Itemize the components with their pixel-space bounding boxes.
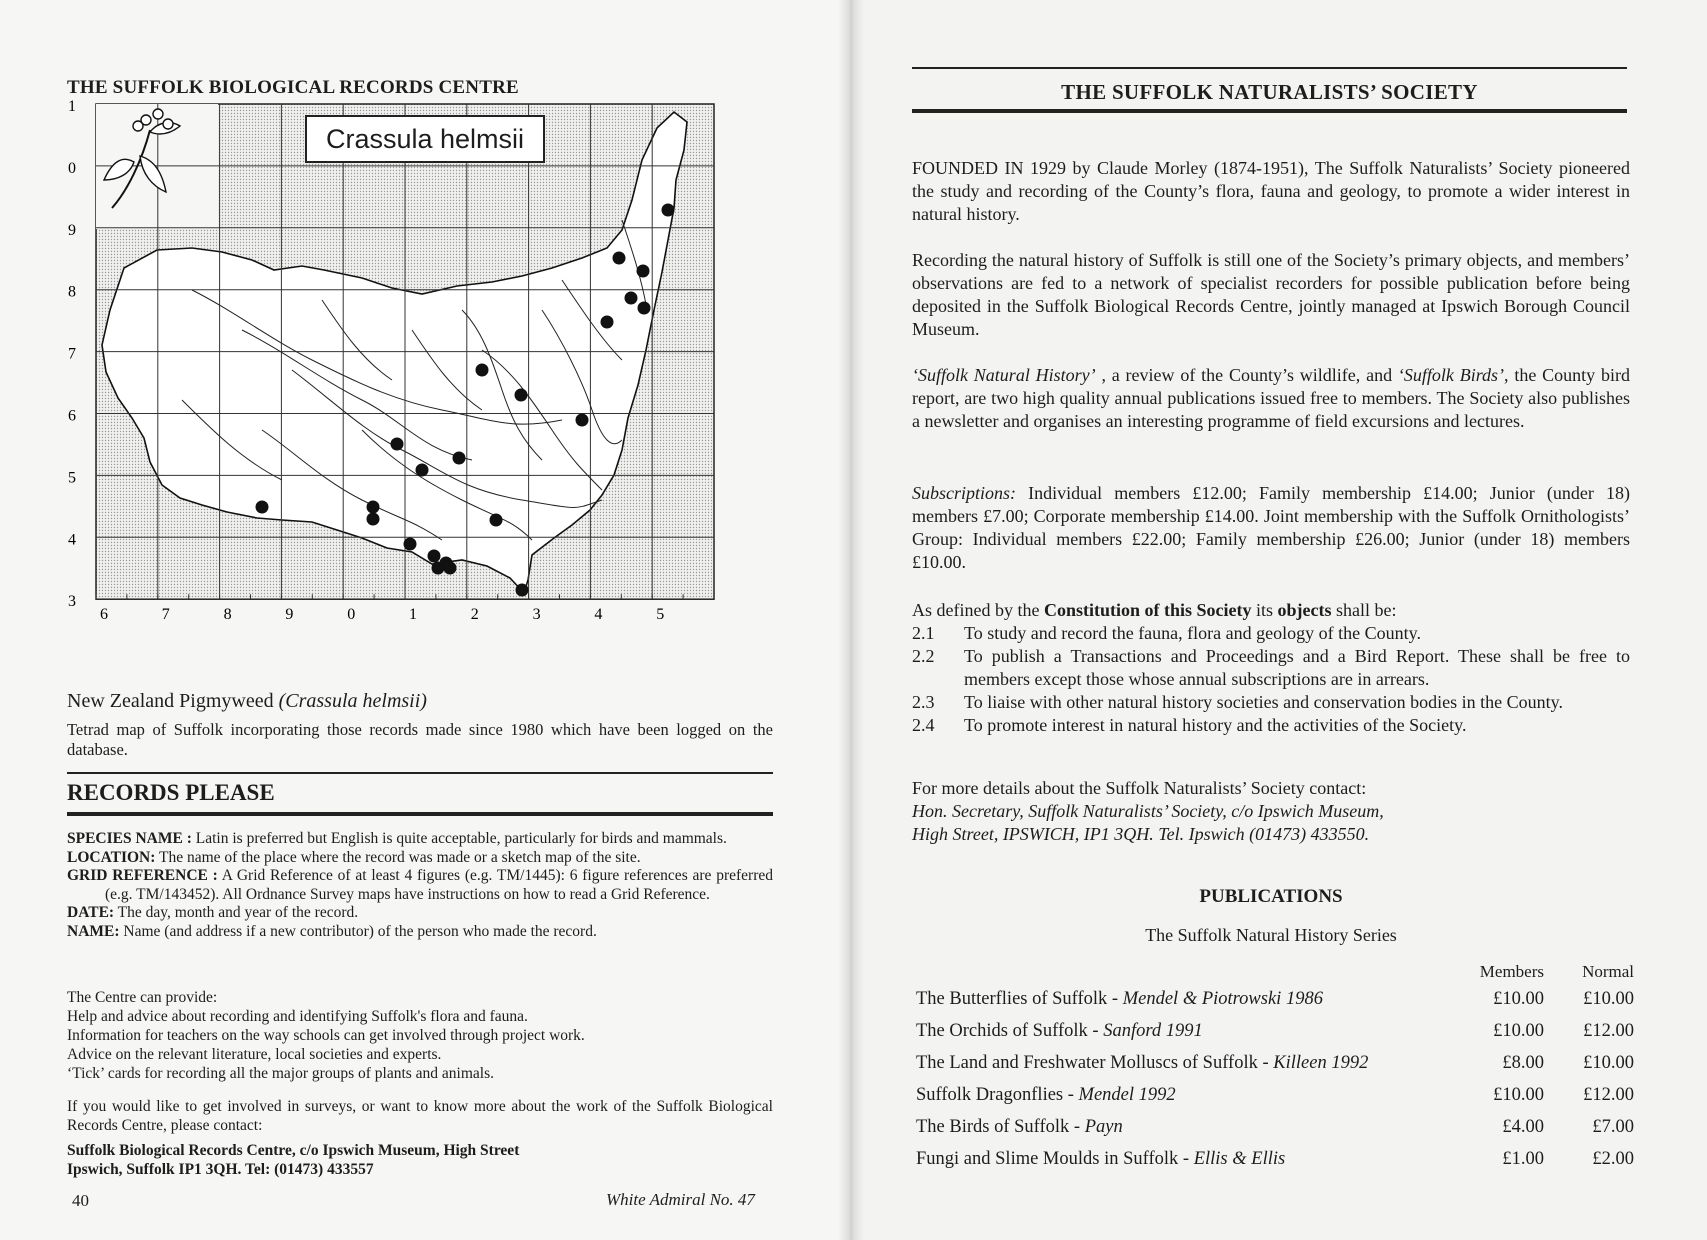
record-dot (391, 438, 404, 451)
object-text: To publish a Transactions and Proceedings and a Bird Report. These shall be free to members except those whose annual subscriptions are in arrears. (964, 646, 1630, 689)
centre-provide-intro: The Centre can provide: (67, 989, 218, 1006)
provide-item: Advice on the relevant literature, local societies and experts. (67, 1046, 442, 1063)
records-item (67, 867, 773, 904)
publications-table (916, 962, 1634, 1176)
x-axis-label: 2 (470, 606, 479, 624)
address-line-1: Hon. Secretary, Suffolk Naturalists’ Society, c/o Ipswich Museum, (912, 801, 1384, 821)
records-item-text: Latin is preferred but English is quite acceptable, particularly for birds and mammals. (191, 830, 727, 847)
normal-price: £2.00 (1592, 1149, 1634, 1169)
object-number: 2.4 (912, 715, 935, 735)
publication-title: Suffolk Dragonflies - (916, 1085, 1079, 1105)
members-price: £10.00 (1493, 989, 1544, 1009)
x-axis-label: 0 (347, 606, 356, 624)
members-price: £10.00 (1493, 1085, 1544, 1105)
book-gutter (838, 0, 864, 1240)
flower-bud (153, 109, 163, 119)
caption-common-name: New Zealand Pigmyweed (67, 690, 279, 712)
centre-provide-list (67, 1007, 773, 1083)
records-item-text: Name (and address if a new contributor) of the person who made the record. (119, 922, 597, 940)
pubs-paragraph-mid: , a review of the County’s wildlife, and (1095, 365, 1398, 385)
records-item-text: The name of the place where the record was made or a sketch map of the site. (155, 848, 641, 866)
object-item (912, 714, 1630, 737)
tetrad-map (62, 100, 762, 670)
record-dot (576, 414, 589, 427)
y-axis-label: 8 (68, 283, 76, 301)
records-item (67, 904, 773, 923)
x-axis-label: 6 (100, 606, 108, 624)
record-dot (444, 562, 457, 575)
record-dot (432, 562, 445, 575)
object-item (912, 691, 1630, 714)
objects-intro-e: shall be: (1331, 600, 1397, 620)
publications-paragraph (912, 364, 1630, 433)
species-label-box: Crassula helmsii (305, 115, 545, 163)
publication-title: Fungi and Slime Moulds in Suffolk - (916, 1149, 1194, 1169)
publication-row (916, 1080, 1634, 1112)
records-requirements-list (67, 830, 773, 941)
publication-author: Sanford 1991 (1103, 1021, 1203, 1041)
heading-rule-bottom (912, 109, 1627, 113)
publication-row (916, 1144, 1634, 1176)
record-dot (367, 501, 380, 514)
normal-price: £12.00 (1583, 1085, 1634, 1105)
record-dot (516, 584, 529, 597)
object-number: 2.1 (912, 623, 935, 643)
provide-item: Information for teachers on the way schools can get involved through project work. (67, 1027, 585, 1044)
publication-title: The Orchids of Suffolk - (916, 1021, 1104, 1041)
y-axis-label: 3 (68, 593, 76, 611)
publication-author: Killeen 1992 (1273, 1053, 1369, 1073)
normal-column-header: Normal (1582, 962, 1634, 981)
record-dot (662, 204, 675, 217)
record-dot (416, 464, 429, 477)
object-text: To promote interest in natural history and the activities of the Society. (964, 715, 1467, 735)
members-price: £1.00 (1502, 1149, 1544, 1169)
contact-line-1: Suffolk Biological Records Centre, c/o Ipswich Museum, High Street (67, 1142, 520, 1159)
x-axis-label: 9 (285, 606, 294, 624)
x-axis-label: 3 (532, 606, 541, 624)
y-axis-label: 0 (68, 159, 76, 177)
series-title: The Suffolk Natural History Series (1145, 925, 1397, 945)
publication-title-cell (916, 1112, 1454, 1144)
provide-item: ‘Tick’ cards for recording all the major groups of plants and animals. (67, 1065, 494, 1082)
y-axis-label: 6 (68, 407, 76, 425)
map-caption-title (67, 690, 427, 713)
normal-price: £10.00 (1583, 1053, 1634, 1073)
y-axis-label: 1 (68, 100, 76, 115)
publication-author: Mendel 1992 (1078, 1085, 1176, 1105)
records-item-label: DATE: (67, 904, 115, 921)
get-involved-text: If you would like to get involved in surveys, or want to know more about the work of the Suffolk Biological Records Centre, please contact: (67, 1098, 773, 1134)
founded-paragraph: FOUNDED IN 1929 by Claude Morley (1874-1951), The Suffolk Naturalists’ Society pioneered the study and recording of the County’s flora, fauna and geology, to promote a wider interest in natural history. (912, 158, 1630, 224)
records-item-label: GRID REFERENCE : (67, 867, 218, 884)
records-item-text: The day, month and year of the record. (114, 904, 359, 921)
record-dot (515, 389, 528, 402)
flower-bud (163, 119, 173, 129)
normal-price: £7.00 (1592, 1117, 1634, 1137)
x-axis-label: 1 (409, 606, 417, 624)
x-axis-label: 4 (594, 606, 603, 624)
object-number: 2.2 (912, 646, 935, 666)
object-item (912, 622, 1630, 645)
centre-provide-section (67, 988, 773, 1083)
page-number: 40 (72, 1191, 89, 1210)
object-text: To liaise with other natural history societies and conservation bodies in the County. (964, 692, 1563, 712)
caption-latin-name: (Crassula helmsii) (278, 690, 427, 712)
subscriptions-text: Individual members £12.00; Family membership £14.00; Junior (under 18) members £7.00; Corporate membership £14.00. Joint membership with the Suffolk Ornithologists’ Group: Individual members £22.00; Family membership £26.00; Junior (under 18) members £10.00. (912, 483, 1630, 572)
publication-title-cell (916, 1080, 1454, 1112)
record-dot (625, 292, 638, 305)
recording-paragraph: Recording the natural history of Suffolk is still one of the Society’s primary objects, and members’ observations are fed to a network of specialist recorders for possible publication before being deposited in the Suffolk Biological Records Centre, jointly managed at Ipswich Borough Council Museum. (912, 250, 1630, 339)
publication-title-cell (916, 1016, 1454, 1048)
publication-row (916, 1048, 1634, 1080)
objects-intro (912, 599, 1396, 622)
publications-header-row (916, 962, 1634, 984)
record-dot (613, 252, 626, 265)
publication-title: The Birds of Suffolk - (916, 1117, 1085, 1137)
objects-intro-a: As defined by the (912, 600, 1044, 620)
record-dot (453, 452, 466, 465)
pubs-paragraph-rest: , the County bird report, are two high quality annual publications issued free to members. The Society also publishes a newsletter and organises an interesting programme of field excursions and lectures. (912, 365, 1630, 431)
subscriptions-label: Subscriptions: (912, 483, 1017, 503)
record-dot (490, 514, 503, 527)
more-details-line: For more details about the Suffolk Naturalists’ Society contact: (912, 778, 1367, 798)
normal-price: £10.00 (1583, 989, 1634, 1009)
publication-title: The Butterflies of Suffolk - (916, 989, 1123, 1009)
object-item (912, 645, 1630, 691)
record-dot (601, 316, 614, 329)
title-suffolk-birds: ‘Suffolk Birds’ (1397, 365, 1505, 385)
title-suffolk-natural-history: ‘Suffolk Natural History’ (912, 365, 1096, 385)
members-column-header: Members (1479, 962, 1544, 981)
address-line-2: High Street, IPSWICH, IP1 3QH. Tel. Ipswich (01473) 433550. (912, 824, 1370, 844)
society-contact (912, 777, 1630, 846)
publication-row (916, 984, 1634, 1016)
naturalists-society-heading: THE SUFFOLK NATURALISTS’ SOCIETY (1061, 80, 1478, 104)
divider-rule (67, 772, 773, 774)
members-price: £4.00 (1502, 1117, 1544, 1137)
records-item-label: SPECIES NAME : (67, 830, 192, 847)
record-dot (476, 364, 489, 377)
members-price: £8.00 (1502, 1053, 1544, 1073)
record-dot (428, 550, 441, 563)
x-axis-label: 8 (223, 606, 232, 624)
records-item-label: NAME: (67, 922, 120, 940)
x-axis-label: 7 (161, 606, 170, 624)
running-footer: White Admiral No. 47 (606, 1190, 755, 1209)
records-item (67, 830, 773, 849)
y-axis-label: 9 (68, 221, 76, 239)
publication-title-cell (916, 1144, 1454, 1176)
normal-price: £12.00 (1583, 1021, 1634, 1041)
record-dot (404, 538, 417, 551)
y-axis-label: 5 (68, 469, 76, 487)
publication-title: The Land and Freshwater Molluscs of Suffolk - (916, 1053, 1274, 1073)
records-item (67, 849, 773, 868)
flower-bud (133, 121, 143, 131)
publication-author: Mendel & Piotrowski 1986 (1122, 989, 1323, 1009)
publication-author: Payn (1084, 1117, 1123, 1137)
record-dot (638, 302, 651, 315)
society-objects-list (912, 622, 1630, 737)
subscriptions-paragraph (912, 482, 1630, 574)
records-item (67, 923, 773, 942)
publications-heading: PUBLICATIONS (1199, 886, 1343, 907)
heading-rule-top (912, 67, 1627, 69)
records-item-label: LOCATION: (67, 848, 156, 866)
record-dot (637, 265, 650, 278)
publication-row (916, 1112, 1634, 1144)
publication-author: Ellis & Ellis (1193, 1149, 1286, 1169)
objects-intro-objects: objects (1277, 600, 1332, 620)
suffolk-distribution-map (62, 100, 762, 670)
publication-title-cell (916, 984, 1454, 1016)
object-text: To study and record the fauna, flora and geology of the County. (964, 623, 1421, 643)
divider-rule-thick (67, 812, 773, 816)
record-dot (367, 513, 380, 526)
contact-line-2: Ipswich, Suffolk IP1 3QH. Tel: (01473) 433557 (67, 1161, 374, 1178)
y-axis-label: 7 (68, 345, 76, 363)
provide-item: Help and advice about recording and identifying Suffolk's flora and fauna. (67, 1008, 528, 1025)
map-caption-text: Tetrad map of Suffolk incorporating those records made since 1980 which have been logged on the database. (67, 720, 773, 759)
publication-row (916, 1016, 1634, 1048)
record-dot (256, 501, 269, 514)
records-centre-contact (67, 1141, 773, 1179)
object-number: 2.3 (912, 692, 935, 712)
objects-intro-c: its (1251, 600, 1278, 620)
records-please-heading: RECORDS PLEASE (67, 780, 275, 805)
objects-intro-constitution: Constitution of this Society (1043, 600, 1252, 620)
x-axis-label: 5 (656, 606, 665, 624)
records-item-text: A Grid Reference of at least 4 figures (e.g. TM/1445): 6 figure references are preferred (e.g. TM/143452). All Ordnance Survey maps have instructions on how to read a Grid Reference. (105, 867, 774, 903)
records-centre-heading: THE SUFFOLK BIOLOGICAL RECORDS CENTRE (67, 77, 519, 98)
y-axis-label: 4 (68, 531, 76, 549)
members-price: £10.00 (1493, 1021, 1544, 1041)
publication-title-cell (916, 1048, 1454, 1080)
